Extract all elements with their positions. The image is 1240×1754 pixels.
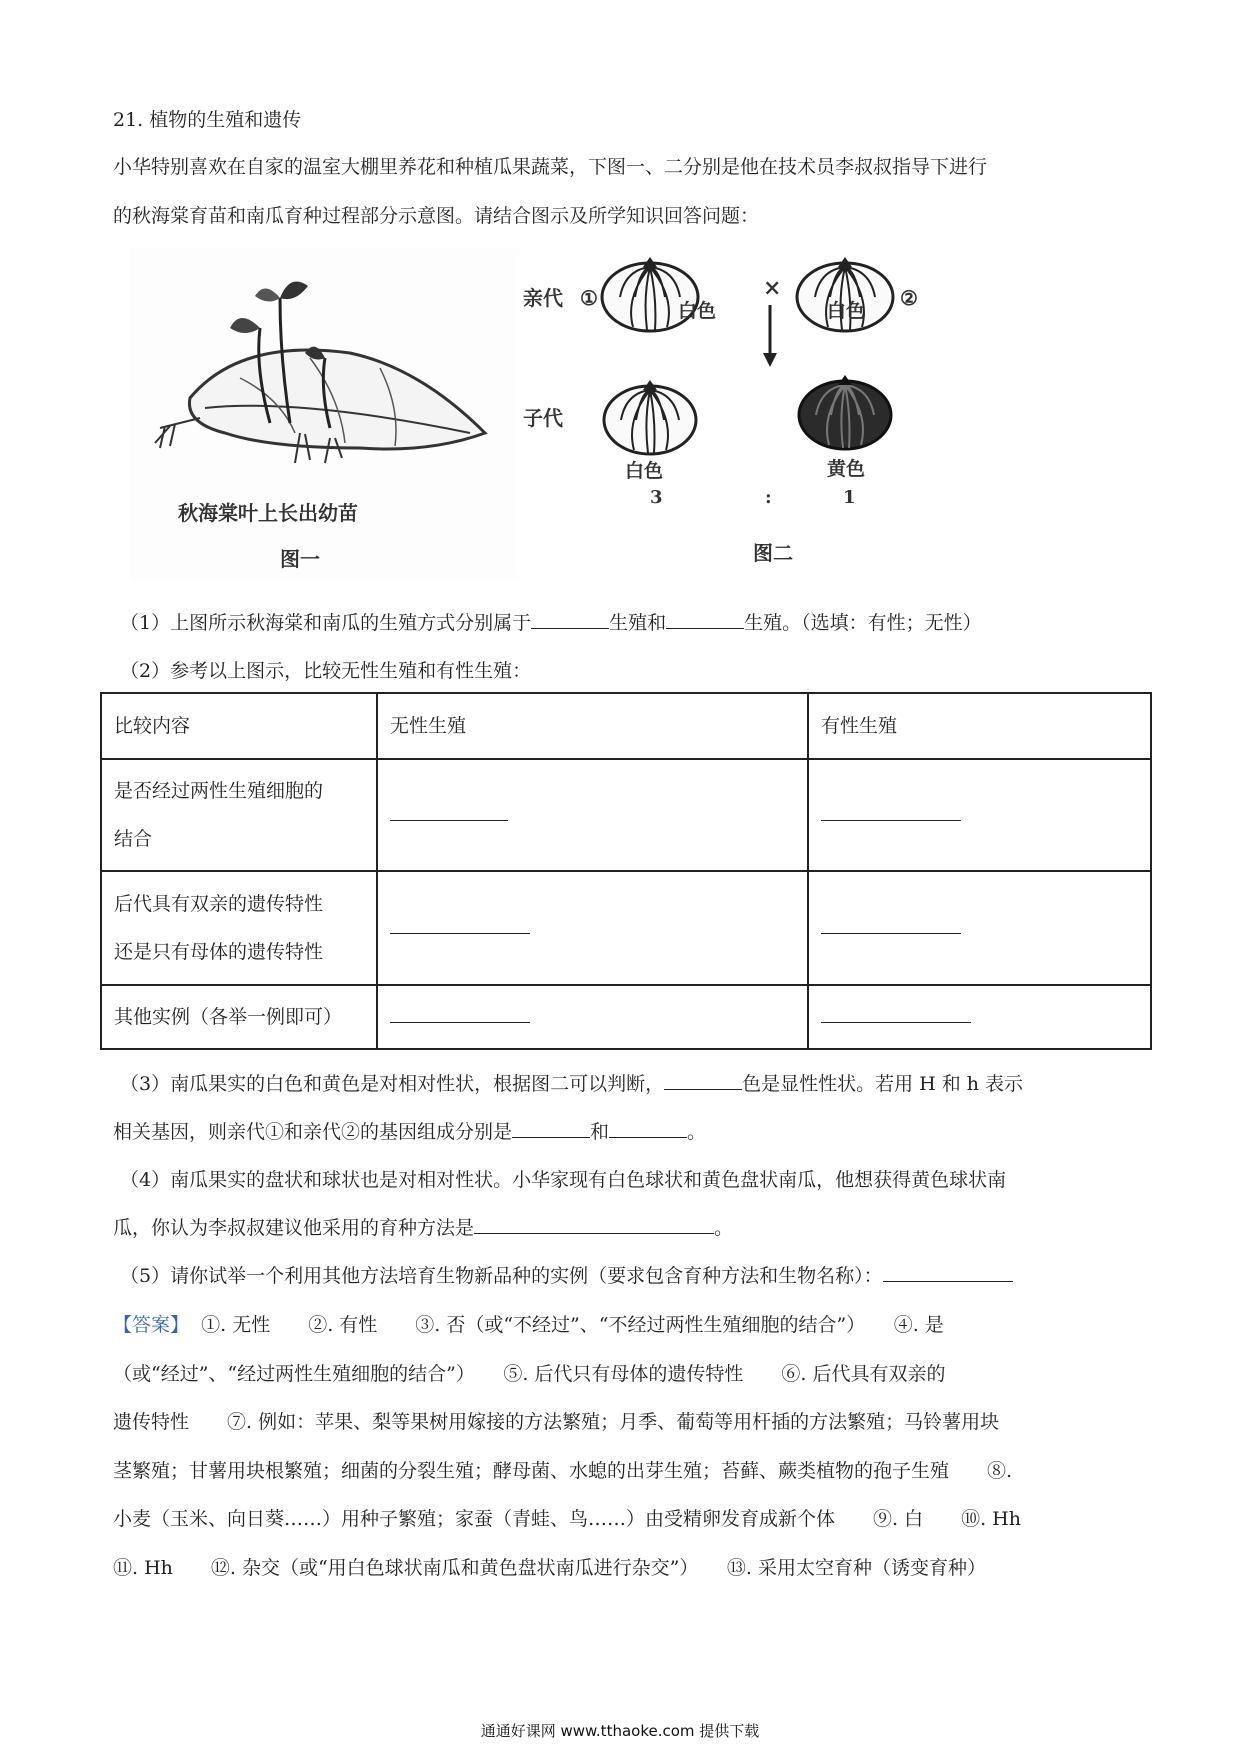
- table-header-cell: 比较内容: [101, 693, 377, 759]
- table-label-cell: [101, 759, 377, 871]
- table-answer-cell: [377, 759, 808, 871]
- offspring-generation-label: 子代: [523, 406, 563, 430]
- q1-text: 生殖和: [609, 612, 667, 634]
- figure1-label: 图一: [280, 547, 320, 571]
- answer-blank[interactable]: [390, 810, 508, 821]
- parent1-marker: ①: [580, 286, 598, 310]
- table-row: [101, 985, 1151, 1049]
- row-label: 是否经过两性生殖细胞的: [114, 780, 324, 802]
- answer-line: 遗传特性 ⑦. 例如：苹果、梨等果树用嫁接的方法繁殖；月季、葡萄等用杆插的方法繁殖；马铃薯用块: [113, 1411, 1000, 1433]
- q3-text: 相关基因，则亲代①和亲代②的基因组成分别是: [113, 1121, 513, 1143]
- ratio-right: 1: [843, 487, 856, 508]
- table-label-cell: [101, 871, 377, 985]
- answer-line: 茎繁殖；甘薯用块根繁殖；细菌的分裂生殖；酵母菌、水螅的出芽生殖；苔藓、蕨类植物的孢子生殖 ⑧.: [113, 1460, 1013, 1482]
- table-row: [101, 871, 1151, 985]
- question-intro-line: 的秋海棠育苗和南瓜育种过程部分示意图。请结合图示及所学知识回答问题：: [113, 205, 760, 227]
- figure-pumpkin-cross: [515, 255, 935, 575]
- q3-text: 和: [590, 1121, 610, 1143]
- offspring2-color: 黄色: [827, 458, 866, 480]
- figure-begonia-leaf: [130, 248, 520, 580]
- offspring1-color: 白色: [625, 460, 664, 482]
- answer-blank[interactable]: [390, 923, 530, 934]
- table-label-cell: 其他实例（各举一例即可）: [101, 985, 377, 1049]
- figure1-caption: 秋海棠叶上长出幼苗: [178, 501, 358, 525]
- question-3-cont: [113, 1119, 1133, 1145]
- q3-text: 。: [687, 1121, 707, 1143]
- parent2-color: 白色: [827, 300, 866, 322]
- answer-blank[interactable]: [821, 1012, 971, 1023]
- table-answer-cell: [808, 759, 1151, 871]
- page-footer: 通通好课网 www.tthaoke.com 提供下载: [480, 1722, 760, 1740]
- parent-generation-label: 亲代: [523, 286, 563, 310]
- answer-blank[interactable]: [821, 923, 961, 934]
- question-2: （2）参考以上图示，比较无性生殖和有性生殖：: [120, 660, 532, 682]
- answer-blank[interactable]: [512, 1119, 590, 1138]
- question-3: [120, 1071, 1140, 1097]
- ratio-separator: :: [765, 487, 772, 508]
- answer-line: [113, 1312, 1133, 1338]
- answer-blank[interactable]: [474, 1215, 714, 1234]
- question-intro-line: 小华特别喜欢在自家的温室大棚里养花和种植瓜果蔬菜，下图一、二分别是他在技术员李叔叔指导下进行: [113, 156, 988, 178]
- answer-blank[interactable]: [883, 1263, 1013, 1282]
- answer-blank[interactable]: [664, 1071, 742, 1090]
- cross-symbol: ×: [763, 275, 782, 301]
- question-5: [120, 1263, 1140, 1289]
- answer-line: 小麦（玉米、向日葵……）用种子繁殖；家蚕（青蛙、鸟……）由受精卵发育成新个体 ⑨. 白 ⑩. Hh: [113, 1508, 1021, 1530]
- pumpkin-cross-diagram: [515, 255, 935, 575]
- table-row: [101, 759, 1151, 871]
- question-title: 21. 植物的生殖和遗传: [113, 109, 302, 131]
- q3-text: （3）南瓜果实的白色和黄色是对相对性状，根据图二可以判断，: [120, 1073, 665, 1095]
- q3-text: 色是显性性状。若用 H 和 h 表示: [742, 1073, 1024, 1095]
- row-label: 结合: [114, 828, 153, 850]
- answer-blank[interactable]: [531, 610, 609, 629]
- answer-blank[interactable]: [666, 610, 744, 629]
- answer-blank[interactable]: [609, 1119, 687, 1138]
- row-label: 还是只有母体的遗传特性: [114, 941, 324, 963]
- answer-blank[interactable]: [821, 810, 961, 821]
- parent1-color: 白色: [678, 300, 717, 322]
- answer-text: ①. 无性 ②. 有性 ③. 否（或“不经过”、“不经过两性生殖细胞的结合”） ④. 是: [201, 1314, 944, 1336]
- answer-label: 【答案】: [113, 1314, 190, 1336]
- q1-text: （1）上图所示秋海棠和南瓜的生殖方式分别属于: [120, 612, 532, 634]
- answer-line: （或“经过”、“经过两性生殖细胞的结合”） ⑤. 后代只有母体的遗传特性 ⑥. 后代具有双亲的: [113, 1363, 946, 1385]
- begonia-leaf-drawing: [130, 248, 520, 580]
- answer-line: ⑪. Hh ⑫. 杂交（或“用白色球状南瓜和黄色盘状南瓜进行杂交”） ⑬. 采用太空育种（诱变育种）: [113, 1557, 986, 1579]
- table-answer-cell: [808, 985, 1151, 1049]
- question-1: [120, 610, 1140, 636]
- question-4-cont: [113, 1215, 1133, 1241]
- question-4: （4）南瓜果实的盘状和球状也是对相对性状。小华家现有白色球状和黄色盘状南瓜，他想获得黄色球状南: [120, 1169, 1007, 1191]
- table-row: [101, 693, 1151, 759]
- figure2-label: 图二: [753, 541, 793, 565]
- table-header-cell: 无性生殖: [377, 693, 808, 759]
- table-answer-cell: [808, 871, 1151, 985]
- answer-blank[interactable]: [390, 1012, 530, 1023]
- q4-text: 。: [714, 1217, 734, 1239]
- q4-text: 瓜，你认为李叔叔建议他采用的育种方法是: [113, 1217, 475, 1239]
- parent2-marker: ②: [900, 286, 918, 310]
- q1-text: 生殖。（选填：有性；无性）: [744, 612, 982, 634]
- table-answer-cell: [377, 871, 808, 985]
- table-answer-cell: [377, 985, 808, 1049]
- row-label: 后代具有双亲的遗传特性: [114, 893, 324, 915]
- table-header-cell: 有性生殖: [808, 693, 1151, 759]
- ratio-left: 3: [650, 487, 663, 508]
- q5-text: （5）请你试举一个利用其他方法培育生物新品种的实例（要求包含育种方法和生物名称）：: [120, 1265, 883, 1287]
- comparison-table: [100, 692, 1152, 1050]
